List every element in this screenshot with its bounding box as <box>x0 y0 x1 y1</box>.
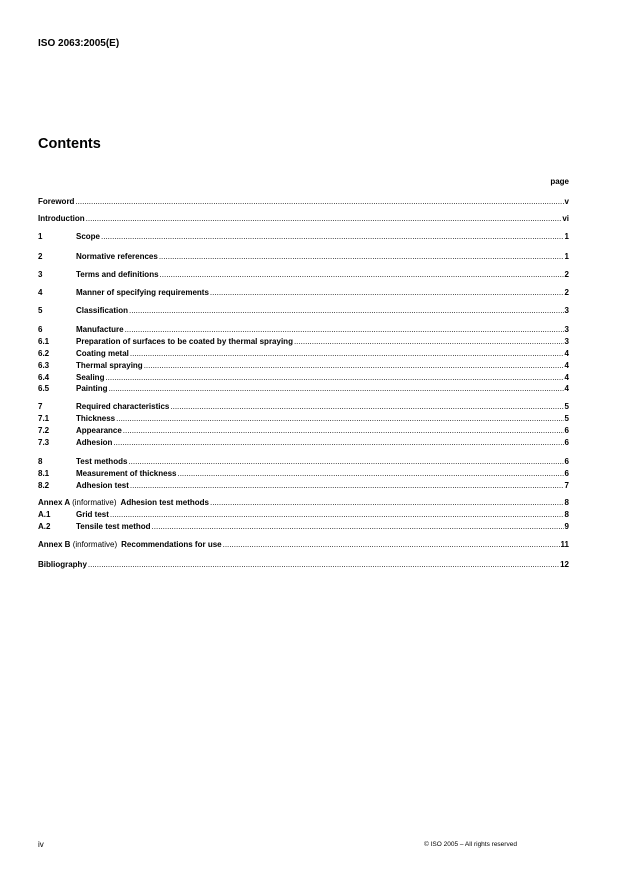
toc-dot-leader <box>123 425 564 436</box>
toc-annex-prefix: Annex A <box>38 498 70 507</box>
toc-entry-page: 4 <box>564 384 569 393</box>
toc-entry-number: 8.2 <box>38 481 50 490</box>
toc-dot-leader <box>294 336 564 347</box>
toc-entry-page: 3 <box>564 337 569 346</box>
toc-entry-page: 8 <box>564 498 569 507</box>
page-column-label: page <box>550 177 569 186</box>
toc-entry-number: 8.1 <box>38 469 50 478</box>
toc-entry[interactable] <box>38 468 569 479</box>
toc-entry-page: 6 <box>564 457 569 466</box>
toc-dot-leader <box>116 413 563 424</box>
toc-dot-leader <box>125 324 564 335</box>
toc-dot-leader <box>129 305 564 316</box>
toc-entry-label: Classification <box>76 306 129 315</box>
toc-entry[interactable] <box>38 509 569 520</box>
toc-entry-label: Test methods <box>76 457 128 466</box>
toc-entry-number: 6.4 <box>38 373 50 382</box>
toc-dot-leader <box>75 196 563 207</box>
toc-entry-page: vi <box>562 214 569 223</box>
toc-entry-label: Introduction <box>38 214 85 223</box>
toc-entry-number: A.2 <box>38 522 51 531</box>
toc-entry[interactable] <box>38 348 569 359</box>
toc-entry-page: 6 <box>564 438 569 447</box>
toc-entry-label: Coating metal <box>76 349 129 358</box>
toc-annex-title: Adhesion test methods <box>120 498 209 507</box>
toc-entry-page: 4 <box>564 373 569 382</box>
toc-entry[interactable] <box>38 287 569 298</box>
toc-dot-leader <box>177 468 563 479</box>
toc-entry[interactable] <box>38 456 569 467</box>
toc-entry-page: 4 <box>564 361 569 370</box>
toc-entry[interactable] <box>38 196 569 207</box>
toc-entry-label: Normative references <box>76 252 158 261</box>
toc-entry-label: Measurement of thickness <box>76 469 177 478</box>
page-title: Contents <box>38 136 101 152</box>
toc-dot-leader <box>88 559 559 570</box>
toc-entry-number: 6.5 <box>38 384 50 393</box>
toc-entry-number: 7.1 <box>38 414 50 423</box>
toc-entry-label: Grid test <box>76 510 109 519</box>
toc-entry-number: 7.2 <box>38 426 50 435</box>
toc-dot-leader <box>128 456 563 467</box>
toc-entry[interactable] <box>38 324 569 335</box>
toc-entry-page: 8 <box>564 510 569 519</box>
toc-entry-number: 6.2 <box>38 349 50 358</box>
toc-entry-page: 2 <box>564 270 569 279</box>
toc-entry[interactable] <box>38 231 569 242</box>
toc-entry-number: 4 <box>38 288 43 297</box>
toc-entry[interactable] <box>38 213 569 224</box>
toc-entry[interactable] <box>38 269 569 280</box>
toc-entry-page: 9 <box>564 522 569 531</box>
toc-entry-label: Painting <box>76 384 108 393</box>
toc-entry-page: 6 <box>564 469 569 478</box>
toc-entry-page: 5 <box>564 402 569 411</box>
toc-entry-number: 3 <box>38 270 43 279</box>
toc-entry-label: Adhesion <box>76 438 113 447</box>
toc-dot-leader <box>160 269 564 280</box>
toc-entry[interactable] <box>38 425 569 436</box>
footer-page-number: iv <box>38 840 44 849</box>
toc-dot-leader <box>170 401 563 412</box>
toc-entry[interactable] <box>38 401 569 412</box>
toc-dot-leader <box>101 231 564 242</box>
toc-entry-label: Tensile test method <box>76 522 151 531</box>
toc-entry-label: Adhesion test <box>76 481 129 490</box>
toc-dot-leader <box>105 372 563 383</box>
toc-dot-leader <box>110 509 564 520</box>
toc-entry-label: Thermal spraying <box>76 361 143 370</box>
toc-entry-number: 7 <box>38 402 43 411</box>
toc-entry[interactable] <box>38 336 569 347</box>
toc-entry-page: v <box>564 197 569 206</box>
toc-entry-page: 1 <box>564 252 569 261</box>
toc-entry[interactable] <box>38 383 569 394</box>
toc-entry-page: 7 <box>564 481 569 490</box>
toc-entry[interactable] <box>38 480 569 491</box>
toc-annex-type: (informative) <box>72 540 118 549</box>
toc-entry-page: 1 <box>564 232 569 241</box>
toc-entry-number: 6.1 <box>38 337 50 346</box>
toc-dot-leader <box>130 348 564 359</box>
toc-entry-label: Foreword <box>38 197 75 206</box>
toc-dot-leader <box>210 287 564 298</box>
toc-entry-label: Terms and definitions <box>76 270 159 279</box>
toc-entry[interactable] <box>38 559 569 570</box>
toc-entry-label: Required characteristics <box>76 402 170 411</box>
toc-entry-label <box>38 539 222 550</box>
toc-dot-leader <box>152 521 564 532</box>
toc-entry-label: Appearance <box>76 426 122 435</box>
toc-entry[interactable] <box>38 497 569 508</box>
toc-entry-page: 11 <box>560 540 569 549</box>
toc-entry[interactable] <box>38 437 569 448</box>
toc-entry-number: 1 <box>38 232 43 241</box>
toc-entry[interactable] <box>38 413 569 424</box>
toc-entry[interactable] <box>38 539 569 550</box>
toc-entry-label <box>38 497 209 508</box>
toc-entry-label: Manufacture <box>76 325 124 334</box>
toc-annex-type: (informative) <box>72 498 117 507</box>
toc-entry-label: Thickness <box>76 414 116 423</box>
toc-entry-page: 4 <box>564 349 569 358</box>
toc-dot-leader <box>223 539 560 550</box>
toc-entry-number: 5 <box>38 306 43 315</box>
toc-entry-page: 5 <box>564 414 569 423</box>
toc-entry-label: Bibliography <box>38 560 87 569</box>
toc-dot-leader <box>210 497 564 508</box>
toc-entry-page: 3 <box>564 306 569 315</box>
toc-entry-page: 6 <box>564 426 569 435</box>
toc-entry-page: 2 <box>564 288 569 297</box>
toc-entry-page: 12 <box>560 560 569 569</box>
toc-entry[interactable] <box>38 360 569 371</box>
toc-dot-leader <box>130 480 564 491</box>
toc-dot-leader <box>159 251 564 262</box>
toc-entry-label: Sealing <box>76 373 105 382</box>
toc-entry-label: Preparation of surfaces to be coated by thermal spraying <box>76 337 293 346</box>
toc-entry-label: Scope <box>76 232 101 241</box>
toc-entry-number: 6 <box>38 325 43 334</box>
toc-entry-number: 2 <box>38 252 43 261</box>
toc-annex-prefix: Annex B <box>38 540 71 549</box>
toc-entry-page: 3 <box>564 325 569 334</box>
toc-dot-leader <box>113 437 563 448</box>
toc-dot-leader <box>144 360 564 371</box>
toc-entry[interactable] <box>38 305 569 316</box>
document-header-id: ISO 2063:2005(E) <box>38 38 120 49</box>
toc-entry[interactable] <box>38 521 569 532</box>
toc-entry-number: A.1 <box>38 510 51 519</box>
toc-entry-number: 7.3 <box>38 438 50 447</box>
toc-dot-leader <box>86 213 562 224</box>
toc-entry-number: 6.3 <box>38 361 50 370</box>
toc-entry-number: 8 <box>38 457 43 466</box>
toc-entry-label: Manner of specifying requirements <box>76 288 209 297</box>
toc-entry[interactable] <box>38 251 569 262</box>
toc-entry[interactable] <box>38 372 569 383</box>
toc-annex-title: Recommendations for use <box>121 540 222 549</box>
toc-dot-leader <box>109 383 564 394</box>
footer-copyright: © ISO 2005 – All rights reserved <box>424 841 517 848</box>
